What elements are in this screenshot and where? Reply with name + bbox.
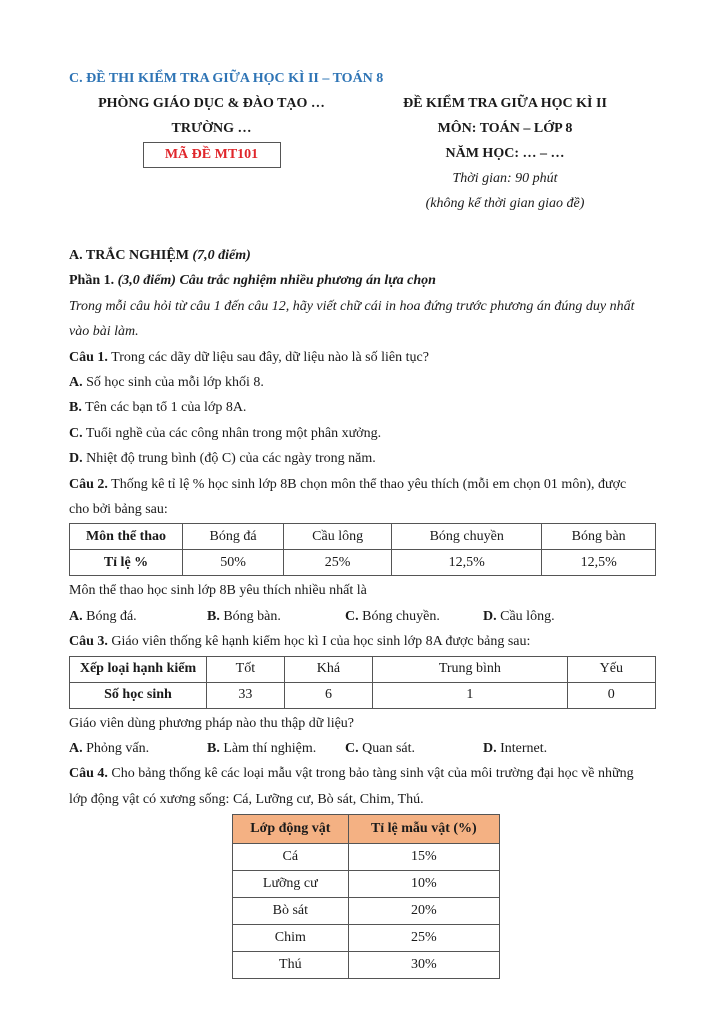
table-cell: 0 bbox=[567, 682, 655, 708]
part-a-heading: A. TRẮC NGHIỆM (7,0 điểm) bbox=[69, 248, 251, 263]
section-title: C. ĐỀ THI KIỂM TRA GIỮA HỌC KÌ II – TOÁN 8 bbox=[69, 71, 384, 86]
table-cell: Bóng đá bbox=[183, 524, 284, 550]
table-row bbox=[233, 952, 500, 979]
table-header-row bbox=[233, 815, 500, 844]
q1-option-b: B. Tên các bạn tổ 1 của lớp 8A. bbox=[69, 400, 247, 416]
table-cell: 33 bbox=[207, 682, 285, 708]
table-cell: Trung bình bbox=[373, 656, 567, 682]
q4-specimen-table bbox=[232, 814, 500, 979]
table-cell: 25% bbox=[348, 925, 499, 952]
department-name: PHÒNG GIÁO DỤC & ĐÀO TẠO … bbox=[98, 96, 325, 111]
exam-header bbox=[69, 91, 656, 243]
q2-options bbox=[69, 604, 656, 629]
q2-question: Môn thể thao học sinh lớp 8B yêu thích nhiều nhất là bbox=[69, 583, 367, 599]
part1-heading: Phần 1. (3,0 điểm) Câu trắc nghiệm nhiều phương án lựa chọn bbox=[69, 273, 436, 289]
table-row bbox=[233, 898, 500, 925]
table-header-cell: Tỉ lệ mẫu vật (%) bbox=[348, 815, 499, 844]
table-cell: Bò sát bbox=[233, 898, 349, 925]
table-cell: 12,5% bbox=[542, 550, 656, 576]
table-cell: Cá bbox=[233, 844, 349, 871]
duration: Thời gian: 90 phút bbox=[452, 171, 558, 186]
table-row bbox=[233, 871, 500, 898]
table-cell: Yếu bbox=[567, 656, 655, 682]
table-cell: Khá bbox=[284, 656, 372, 682]
q3-stem: Câu 3. Giáo viên thống kê hạnh kiểm học kì I của học sinh lớp 8A được bảng sau: bbox=[69, 634, 531, 650]
table-cell: Cầu lông bbox=[284, 524, 392, 550]
q2-sports-table bbox=[69, 523, 656, 576]
q3-question: Giáo viên dùng phương pháp nào thu thập dữ liệu? bbox=[69, 715, 355, 731]
q1-option-d: D. Nhiệt độ trung bình (độ C) của các ngày trong năm. bbox=[69, 451, 376, 467]
header-right bbox=[354, 91, 656, 216]
table-cell: 20% bbox=[348, 898, 499, 925]
q4-stem-line2: lớp động vật có xương sống: Cá, Lưỡng cư, Bò sát, Chim, Thú. bbox=[69, 791, 424, 807]
table-cell: 10% bbox=[348, 871, 499, 898]
part1-instruction-line2: vào bài làm. bbox=[69, 324, 139, 340]
table-cell: Môn thể thao bbox=[70, 524, 183, 550]
duration-note: (không kể thời gian giao đề) bbox=[425, 196, 585, 211]
q3-option-d: D. Internet. bbox=[483, 741, 548, 757]
q4-stem-line1: Câu 4. Cho bảng thống kê các loại mẫu vật trong bảo tàng sinh vật của môi trường đại học về những bbox=[69, 766, 634, 782]
table-cell: 6 bbox=[284, 682, 372, 708]
header-left bbox=[69, 91, 354, 168]
table-cell: 25% bbox=[284, 550, 392, 576]
table-row bbox=[233, 844, 500, 871]
table-cell: Chim bbox=[233, 925, 349, 952]
table-cell: 15% bbox=[348, 844, 499, 871]
table-row bbox=[233, 925, 500, 952]
part1-instruction-line1: Trong mỗi câu hỏi từ câu 1 đến câu 12, hãy viết chữ cái in hoa đứng trước phương án đúng duy nhất bbox=[69, 298, 635, 314]
q3-options bbox=[69, 736, 656, 761]
exam-code-box: MÃ ĐỀ MT101 bbox=[143, 142, 281, 168]
q1-option-c: C. Tuổi nghề của các công nhân trong một phân xưởng. bbox=[69, 425, 382, 441]
table-cell: Tốt bbox=[207, 656, 285, 682]
q2-option-c: C. Bóng chuyền. bbox=[345, 608, 440, 624]
table-row bbox=[70, 656, 656, 682]
q3-option-a: A. Phỏng vấn. bbox=[69, 741, 150, 757]
table-cell: 1 bbox=[373, 682, 567, 708]
table-cell: 12,5% bbox=[392, 550, 542, 576]
table-cell: Bóng bàn bbox=[542, 524, 656, 550]
q1-option-a: A. Số học sinh của mỗi lớp khối 8. bbox=[69, 375, 264, 391]
subject-line: MÔN: TOÁN – LỚP 8 bbox=[437, 121, 573, 136]
table-cell: 30% bbox=[348, 952, 499, 979]
q2-option-b: B. Bóng bàn. bbox=[207, 608, 281, 624]
table-cell: Lưỡng cư bbox=[233, 871, 349, 898]
q1-stem: Câu 1. Trong các dãy dữ liệu sau đây, dữ liệu nào là số liên tục? bbox=[69, 349, 429, 365]
q2-stem-line1: Câu 2. Thống kê tỉ lệ % học sinh lớp 8B chọn môn thể thao yêu thích (mỗi em chọn 01 môn), được bbox=[69, 476, 627, 492]
q2-option-d: D. Cầu lông. bbox=[483, 608, 555, 624]
school-year: NĂM HỌC: … – … bbox=[445, 146, 565, 161]
table-cell: Số học sinh bbox=[70, 682, 207, 708]
table-cell: Xếp loại hạnh kiểm bbox=[70, 656, 207, 682]
q2-stem-line2: cho bởi bảng sau: bbox=[69, 502, 168, 518]
exam-title: ĐỀ KIỂM TRA GIỮA HỌC KÌ II bbox=[403, 96, 607, 111]
table-cell: Bóng chuyền bbox=[392, 524, 542, 550]
table-row bbox=[70, 682, 656, 708]
q2-option-a: A. Bóng đá. bbox=[69, 608, 137, 624]
table-header-cell: Lớp động vật bbox=[233, 815, 349, 844]
school-name: TRƯỜNG … bbox=[171, 121, 252, 136]
table-cell: 50% bbox=[183, 550, 284, 576]
q3-conduct-table bbox=[69, 656, 656, 709]
table-cell: Tỉ lệ % bbox=[70, 550, 183, 576]
q3-option-c: C. Quan sát. bbox=[345, 741, 416, 757]
table-cell: Thú bbox=[233, 952, 349, 979]
exam-page bbox=[69, 64, 656, 979]
table-row bbox=[70, 524, 656, 550]
table-row bbox=[70, 550, 656, 576]
q3-option-b: B. Làm thí nghiệm. bbox=[207, 741, 317, 757]
